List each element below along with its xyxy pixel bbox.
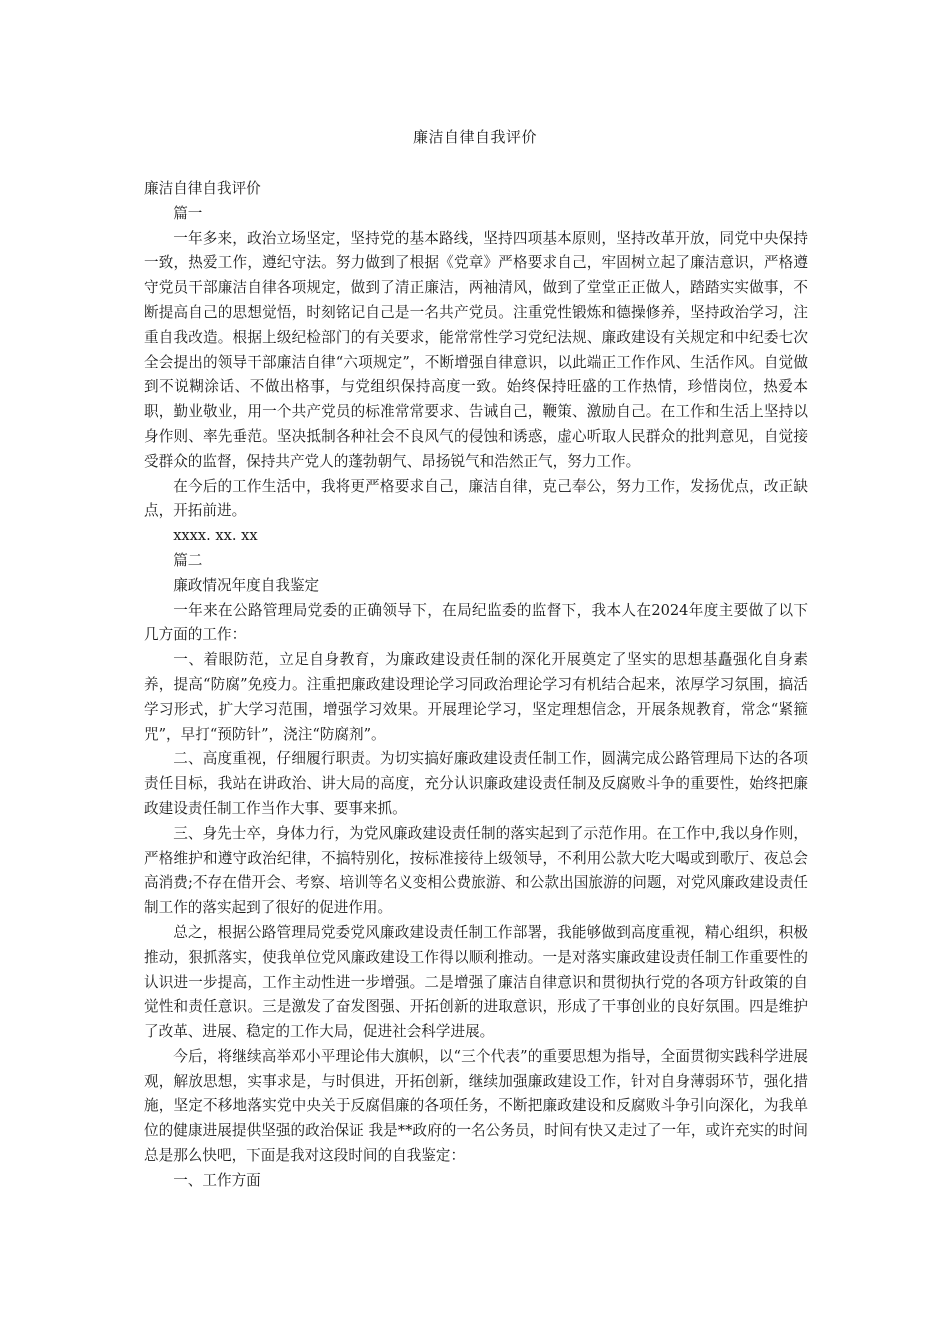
- part2-paragraph-3: 二、高度重视，仔细履行职责。为切实搞好廉政建设责任制工作，圆满完成公路管理局下达的各项责任目标，我站在讲政治、讲大局的高度，充分认识廉政建设责任制及反腐败斗争的重要性，始终把廉政建设责任制工作当作大事、要事来抓。: [144, 750, 808, 817]
- part1-paragraph-2: 在今后的工作生活中，我将更严格要求自己，廉洁自律，克己奉公，努力工作，发扬优点，改正缺点，开拓前进。: [144, 477, 808, 520]
- document-title: 廉洁自律自我评价: [412, 128, 537, 146]
- document-body: [144, 177, 808, 1194]
- part2-section-heading: 一、工作方面: [173, 1171, 261, 1189]
- part2-paragraph-4: 三、身先士卒，身体力行，为党风廉政建设责任制的落实起到了示范作用。在工作中,我以身作则，严格维护和遵守政治纪律，不搞特别化，按标准接待上级领导，不利用公款大吃大喝或到歌厅、夜总会高消费;不存在借开会、考察、培训等名义变相公费旅游、和公款出国旅游的问题，对党风廉政建设责任制工作的落实起到了很好的促进作用。: [144, 824, 808, 917]
- part2-paragraph-2: 一、着眼防范，立足自身教育，为廉政建设责任制的深化开展奠定了坚实的思想基矗强化自身素养，提高“防腐”免疫力。注重把廉政建设理论学习同政治理论学习有机结合起来，浓厚学习氛围，搞活学习形式，扩大学习范围，增强学习效果。开展理论学习，坚定理想信念，开展条规教育，常念“紧箍咒”，早打“预防针”，浇注“防腐剂”。: [144, 651, 808, 743]
- part1-paragraph-1: 一年多来，政治立场坚定，坚持党的基本路线，坚持四项基本原则，坚持改革开放，同党中央保持一致，热爱工作，遵纪守法。努力做到了根据《党章》严格要求自己，牢固树立起了廉洁意识，严格遵守党员干部廉洁自律各项规定，做到了清正廉洁，两袖清风，做到了堂堂正正做人，踏踏实实做事，不断提高自己的思想觉悟，时刻铭记自己是一名共产党员。注重党性锻炼和德操修养，坚持政治学习，注重自我改造。根据上级纪检部门的有关要求，能常常性学习党纪法规、廉政建设有关规定和中纪委七次全会提出的领导干部廉洁自律“六项规定”，不断增强自律意识，以此端正工作作风、生活作风。自觉做到不说糊涂话、不做出格事，与党组织保持高度一致。始终保持旺盛的工作热情，珍惜岗位，热爱本职，勤业敬业，用一个共产党员的标准常常要求、告诫自己，鞭策、激励自己。在工作和生活上坚持以身作则、率先垂范。坚决抵制各种社会不良风气的侵蚀和诱惑，虚心听取人民群众的批判意见，自觉接受群众的监督，保持共产党人的蓬勃朝气、昂扬锐气和浩然正气，努力工作。: [144, 229, 808, 470]
- part2-heading: 篇二: [173, 551, 203, 569]
- part1-heading: 篇一: [173, 204, 203, 222]
- part2-title: 廉政情况年度自我鉴定: [173, 576, 320, 594]
- part1-date: xxxx. xx. xx: [173, 527, 258, 545]
- part2-paragraph-6: 今后，将继续高举邓小平理论伟大旗帜，以“三个代表”的重要思想为指导，全面贯彻实践科学进展观，解放思想，实事求是，与时俱进，开拓创新，继续加强廉政建设工作，针对自身薄弱环节，强化措施，坚定不移地落实党中央关于反腐倡廉的各项任务，不断把廉政建设和反腐败斗争引向深化，为我单位的健康进展提供坚强的政治保证 我是**政府的一名公务员，时间有快又走过了一年，或许充实的时间总是那么快吧，下面是我对这段时间的自我鉴定：: [144, 1047, 808, 1165]
- part2-paragraph-1: 一年来在公路管理局党委的正确领导下，在局纪监委的监督下，我本人在2024年度主要做了以下几方面的工作：: [144, 601, 808, 644]
- part2-paragraph-5: 总之，根据公路管理局党委党风廉政建设责任制工作部署，我能够做到高度重视，精心组织，积极推动，狠抓落实，使我单位党风廉政建设工作得以顺利推动。一是对落实廉政建设责任制工作重要性的认识进一步提高，工作主动性进一步增强。二是增强了廉洁自律意识和贯彻执行党的各项方针政策的自觉性和责任意识。三是激发了奋发图强、开拓创新的进取意识，形成了干事创业的良好氛围。四是维护了改革、进展、稳定的工作大局，促进社会科学进展。: [144, 923, 808, 1041]
- document-subtitle: 廉洁自律自我评价: [144, 180, 261, 197]
